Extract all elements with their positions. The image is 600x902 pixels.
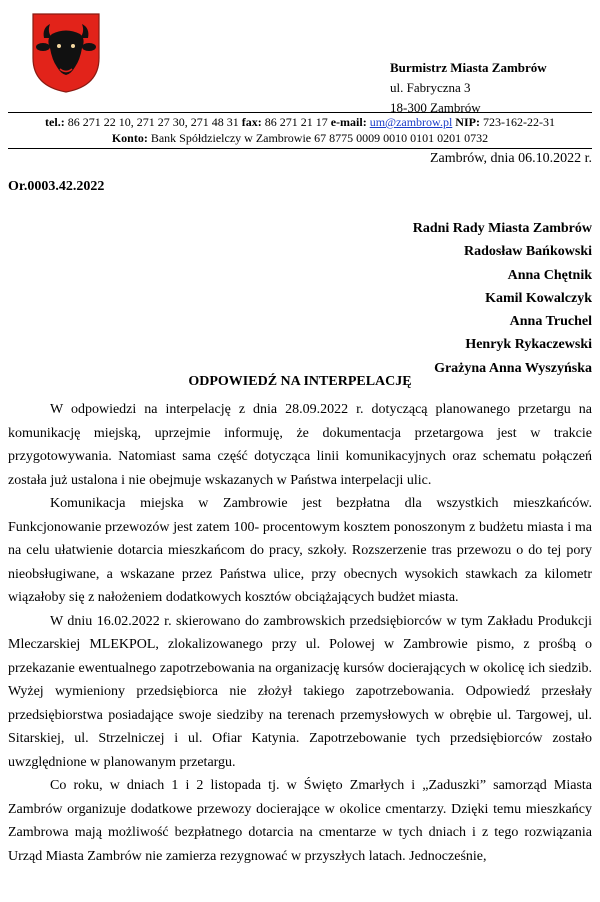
fax-value: 86 271 21 17	[264, 115, 328, 129]
letter-body	[8, 398, 592, 868]
body-paragraph: Komunikacja miejska w Zambrowie jest bezpłatna dla wszystkich mieszkańców. Funkcjonowanie przewozów jest zatem 100- procentowym kosztem ponoszonym z budżetu miasta i ma na celu ułatwienie dotarcia mieszkańcom do pracy, szkoły. Rozszerzenie tras przewozu o do tej pory nieobsługiwane, a wskazane przez Państwa ulice, przy obecnych wysokich stawkach za kilometr wiązałoby się z nałożeniem dodatkowych kosztów obciążających budżet miasta.	[8, 496, 592, 605]
nip-label: NIP:	[455, 115, 480, 129]
recipient-line: Radosław Bańkowski	[464, 244, 592, 260]
reference-number: Or.0003.42.2022	[8, 179, 105, 194]
header-divider-bottom	[8, 148, 592, 149]
recipient-line: Kamil Kowalczyk	[485, 290, 592, 306]
contact-line-2	[0, 130, 600, 146]
nip-value: 723-162-22-31	[482, 115, 555, 129]
contact-info	[0, 114, 600, 146]
recipient-line: Anna Truchel	[509, 314, 592, 330]
recipients-block	[413, 217, 592, 380]
body-paragraph: W odpowiedzi na interpelację z dnia 28.09.2022 r. dotyczącą planowanego przetargu na komunikację miejską, uprzejmie informuję, że dokumentacja przetargowa jest w trakcie przygotowywania. Natomiast sama część dotycząca linii komunikacyjnych oraz schematu połączeń została już ustalona i nie obejmuje wskazanych w Państwa interpelacji ulic.	[8, 402, 592, 488]
fax-label: fax:	[241, 115, 262, 129]
body-paragraph: Co roku, w dniach 1 i 2 listopada tj. w Święto Zmarłych i „Zaduszki” samorząd Miasta Zambrów organizuje dodatkowe przewozy docierające w okolice cmentarzy. Dzięki temu mieszkańcy Zambrowa mają możliwość bezpłatnego dotarcia na cmentarze w tych dniach i z tego rozwiązania Urząd Miasta Zambrów nie zamierza rezygnować w przyszłych latach. Jednocześnie,	[8, 778, 592, 864]
tel-label: tel.:	[45, 115, 65, 129]
konto-value: Bank Spółdzielczy w Zambrowie 67 8775 0009 0010 0101 0201 0732	[150, 131, 489, 145]
sender-name: Burmistrz Miasta Zambrów	[390, 60, 547, 75]
sender-city: 18-300 Zambrów	[390, 100, 481, 115]
sender-street: ul. Fabryczna 3	[390, 80, 471, 95]
email-link[interactable]: um@zambrow.pl	[369, 115, 453, 129]
recipient-line: Henryk Rykaczewski	[465, 337, 592, 353]
konto-label: Konto:	[111, 131, 148, 145]
recipient-line: Radni Rady Miasta Zambrów	[412, 221, 592, 236]
recipient-line: Anna Chętnik	[507, 267, 592, 283]
zambrow-coat-of-arms-icon	[30, 12, 102, 94]
tel-value: 86 271 22 10, 271 27 30, 271 48 31	[67, 115, 239, 129]
header-divider-top	[8, 112, 592, 113]
body-paragraph: W dniu 16.02.2022 r. skierowano do zambrowskich przedsiębiorców w tym Zakładu Produkcji Mleczarskiej MLEKPOL, zlokalizowanego przy ul. Polowej w Zambrowie pismo, z prośbą o przekazanie ewentualnego zapotrzebowania na organizację kursów docierających w okolicę ich siedzib. Wyżej wymieniony przedsiębiorca nie złożył takiego zapotrzebowania. Odpowiedź przesłały przedsiębiorstwa posiadające swoje siedziby na terenach przemysłowych w obrębie ul. Targowej, ul. Sitarskiej, ul. Strzelniczej i ul. Ofiar Katynia. Zapotrzebowanie tych przedsiębiorców zostało uwzględnione w planowanym przetargu.	[8, 613, 592, 770]
letter-date: Zambrów, dnia 06.10.2022 r.	[429, 151, 592, 166]
recipient-line: Grażyna Anna Wyszyńska	[434, 360, 592, 376]
contact-line-1	[0, 114, 600, 130]
email-label: e-mail:	[330, 115, 367, 129]
letter-title: ODPOWIEDŹ NA INTERPELACJĘ	[188, 374, 412, 389]
sender-address	[390, 58, 547, 118]
